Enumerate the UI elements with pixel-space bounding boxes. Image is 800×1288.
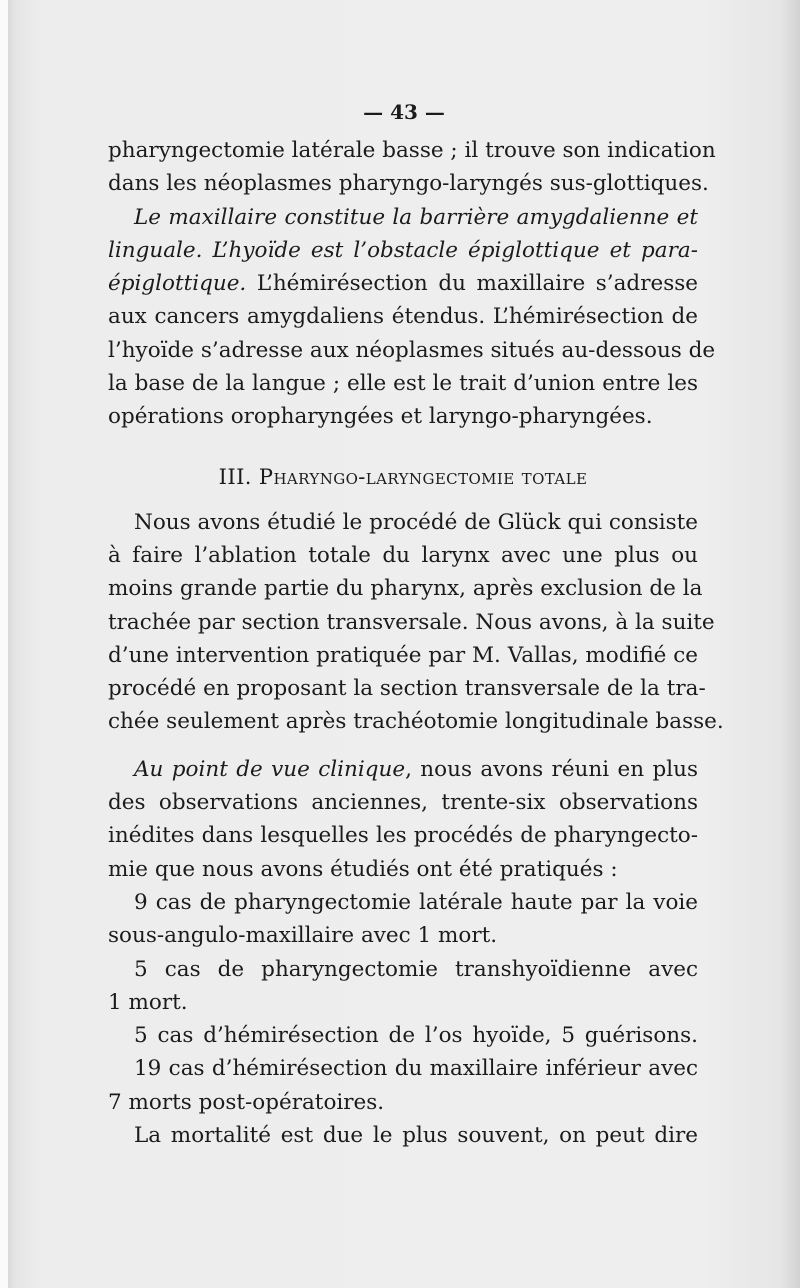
roman-run: L’hémirésection du maxillaire s’adresse bbox=[246, 271, 698, 297]
text-line: procédé en proposant la section transversale de la tra- bbox=[108, 676, 706, 702]
italic-run: épiglottique. bbox=[108, 271, 247, 297]
stat-line: 9 cas de pharyngectomie latérale haute par la voie bbox=[134, 889, 698, 915]
spacer bbox=[108, 434, 698, 456]
text-line-mixed bbox=[108, 267, 698, 300]
text-line-mixed bbox=[108, 753, 698, 786]
stat-line: 1 mort. bbox=[108, 989, 188, 1015]
stat-line: 7 morts post-opératoires. bbox=[108, 1089, 385, 1115]
text-line: chée seulement après trachéotomie longitudinale basse. bbox=[108, 709, 724, 735]
stat-line: sous-angulo-maxillaire avec 1 mort. bbox=[108, 923, 498, 949]
text-line: moins grande partie du pharynx, après exclusion de la bbox=[108, 576, 703, 602]
stat-line: 5 cas d’hémirésection de l’os hyoïde, 5 guérisons. bbox=[134, 1023, 698, 1049]
roman-run: , nous avons réuni en plus bbox=[405, 756, 698, 782]
section-numeral: III. bbox=[218, 464, 252, 489]
section-title: Pharyngo-laryngectomie totale bbox=[258, 464, 588, 489]
text-line: mie que nous avons étudiés ont été pratiqués : bbox=[108, 856, 618, 882]
text-line: trachée par section transversale. Nous avons, à la suite bbox=[108, 609, 715, 635]
italic-run: Au point de vue clinique bbox=[134, 756, 406, 782]
page-edge bbox=[0, 0, 8, 1288]
stat-line: 19 cas d’hémirésection du maxillaire inférieur avec bbox=[134, 1056, 698, 1082]
stat-line: 5 cas de pharyngectomie transhyoïdienne avec bbox=[134, 956, 698, 982]
text-line: opérations oropharyngées et laryngo-pharyngées. bbox=[108, 404, 653, 430]
text-line-italic: Le maxillaire constitue la barrière amygdalienne et bbox=[134, 204, 698, 230]
text-line: Nous avons étudié le procédé de Glück qui consiste bbox=[134, 509, 698, 535]
text-line: la base de la langue ; elle est le trait d’union entre les bbox=[108, 371, 698, 397]
text-line: à faire l’ablation totale du larynx avec une plus ou bbox=[108, 542, 698, 568]
text-line: dans les néoplasmes pharyngo-laryngés sus-glottiques. bbox=[108, 171, 709, 197]
text-line: inédites dans lesquelles les procédés de pharyngecto- bbox=[108, 823, 698, 849]
spacer bbox=[108, 739, 698, 753]
text-line: des observations anciennes, trente-six observations bbox=[108, 790, 698, 816]
text-line: La mortalité est due le plus souvent, on peut dire bbox=[134, 1123, 698, 1149]
text-line: aux cancers amygdaliens étendus. L’hémirésection de bbox=[108, 304, 698, 330]
text-line: l’hyoïde s’adresse aux néoplasmes situés au-dessous de bbox=[108, 337, 716, 363]
text-line: d’une intervention pratiquée par M. Vallas, modifié ce bbox=[108, 642, 698, 668]
page-number: — 43 — bbox=[363, 100, 445, 124]
text-line: pharyngectomie latérale basse ; il trouve son indication bbox=[108, 138, 716, 163]
section-heading bbox=[108, 456, 698, 498]
text-line-italic: linguale. L’hyoïde est l’obstacle épiglottique et para- bbox=[108, 237, 698, 263]
page-text bbox=[108, 90, 724, 1152]
spacer bbox=[108, 498, 698, 506]
